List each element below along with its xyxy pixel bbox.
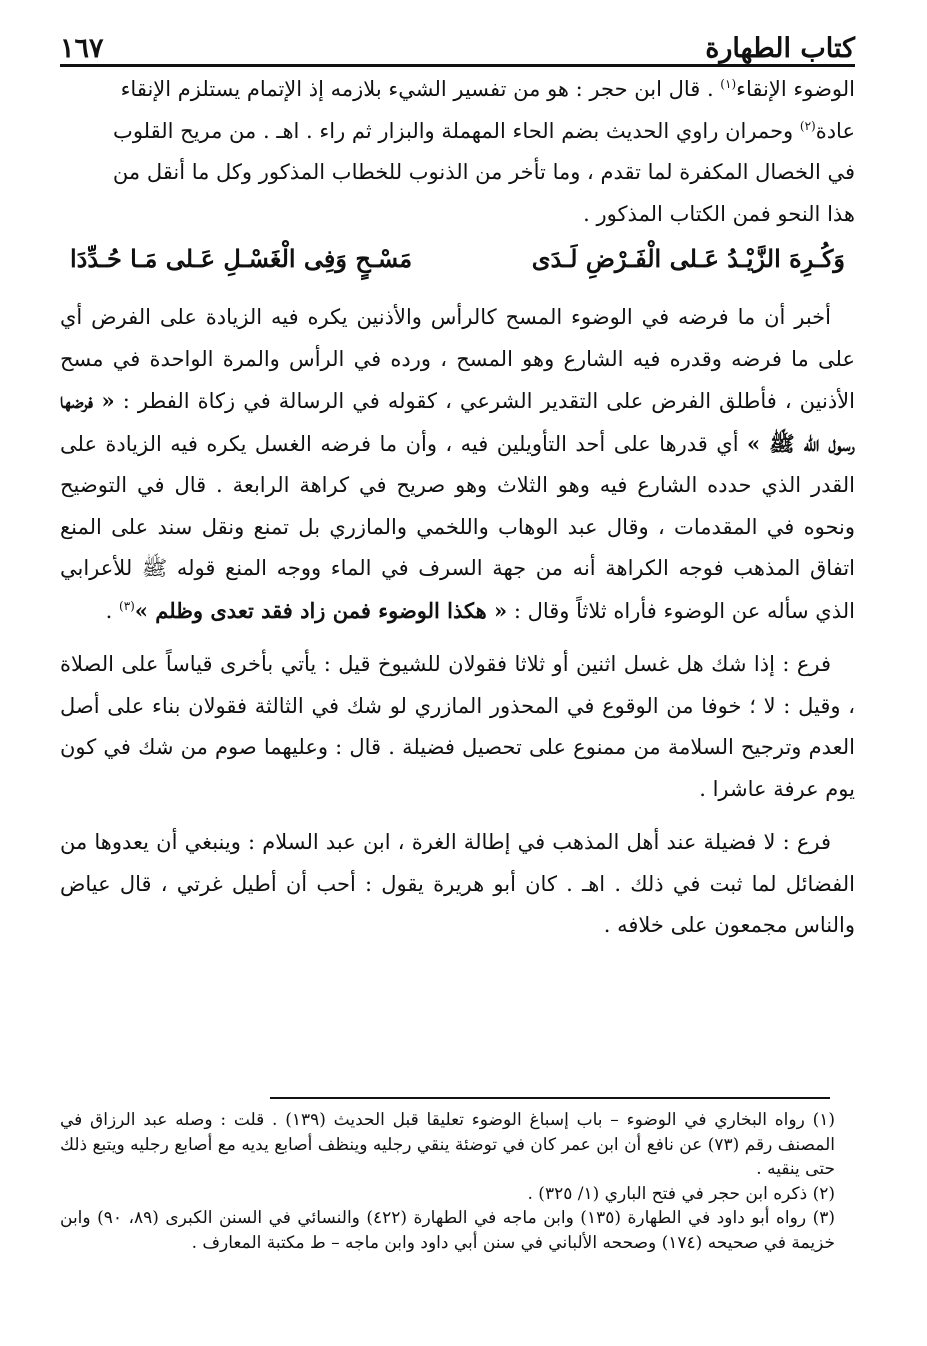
commentary-paragraph bbox=[60, 297, 855, 632]
page-number: ١٦٧ bbox=[60, 33, 104, 64]
branch-paragraph: فرع : لا فضيلة عند أهل المذهب في إطالة الغرة ، ابن عبد السلام : وينبغي أن يعدوها من الفضائل لما ثبت في ذلك . اهـ . كان أبو هريرة يقول : أحب أن أطيل غرتي ، قال عياض والناس مجمعون على خلافه . bbox=[60, 830, 855, 937]
footnote-item bbox=[60, 1108, 835, 1182]
running-title: كتاب الطهارة bbox=[705, 33, 855, 64]
footnote-text: رواه أبو داود في الطهارة (١٣٥) وابن ماجه في الطهارة (٤٢٢) والنسائي في السنن الكبرى (٨٩، ٩٠) وابن خزيمة في صحيحه (١٧٤) وصححه الألباني في سنن أبي داود وابن ماجه – ط مكتبة المعارف . bbox=[60, 1208, 835, 1253]
footnote-number: (١) bbox=[812, 1110, 835, 1130]
intro-line bbox=[60, 152, 855, 194]
verse-first-hemistich: وَكُـرِهَ الزَّيْـدُ عَـلى الْفَـرْضِ لَـدَى bbox=[531, 244, 845, 273]
intro-text: هذا النحو فمن الكتاب المذكور . bbox=[583, 201, 855, 226]
verse-second-hemistich: مَسْـحٍ وَفِى الْغَسْـلِ عَـلى مَـا حُـدِّدَا bbox=[70, 244, 413, 273]
intro-text: الوضوء الإنقاء bbox=[736, 77, 855, 101]
footnote-number: (٣) bbox=[812, 1208, 835, 1228]
intro-line bbox=[60, 111, 855, 153]
footnote-item bbox=[60, 1206, 835, 1255]
commentary-block bbox=[60, 297, 855, 947]
commentary-text: أخبر أن ما فرضه في الوضوء المسح كالرأس والأذنين يكره فيه الزيادة على الفرض أي على ما فرضه وقدره فيه الشارع وهو المسح ، ورده في الرأس والمرة الواحدة في مسح الأذنين ، فأطلق الفرض على التقدير الشرعي ، كقوله في الرسالة في زكاة الفطر : bbox=[60, 305, 855, 413]
book-page bbox=[60, 18, 855, 947]
footnote-text: رواه البخاري في الوضوء – باب إسباغ الوضوء تعليقا قبل الحديث (١٣٩) . قلت : وصله عبد الرزاق في المصنف رقم (٧٣) عن نافع أن ابن عمر كان في توضئة ينقي رجليه وينظف أصابع يديه مع أصابع رجليه ويتبع ذلك حتى ينقيه . bbox=[60, 1110, 835, 1179]
intro-line bbox=[60, 194, 855, 236]
footnote-item bbox=[60, 1182, 835, 1207]
footnote-divider bbox=[270, 1097, 830, 1099]
commentary-text: . bbox=[105, 598, 119, 623]
intro-block bbox=[60, 69, 855, 235]
verse-line bbox=[60, 239, 855, 279]
footnote-ref: (١) bbox=[720, 77, 737, 91]
footnote-ref: (٢) bbox=[799, 118, 816, 133]
footnotes bbox=[60, 1108, 835, 1255]
intro-text: في الخصال المكفرة لما تقدم ، وما تأخر من الذنوب للخطاب المذكور وكل ما أنقل من bbox=[112, 160, 855, 184]
hadith-quote: « هكذا الوضوء فمن زاد فقد تعدى وظلم » bbox=[134, 597, 508, 623]
footnote-ref: (٣) bbox=[119, 598, 135, 613]
intro-line bbox=[60, 69, 855, 111]
footnote-number: (٢) bbox=[812, 1183, 835, 1204]
intro-text: عادة bbox=[815, 118, 855, 143]
page-header bbox=[60, 18, 855, 67]
commentary-text: أي قدرها على أحد التأويلين فيه ، وأن ما فرضه الغسل يكره فيه الزيادة على القدر الذي حدده الشارع فيه وهو الثلاث وهو صريح في كراهة الرابعة . قال في التوضيح ونحوه في المقدمات ، وقال عبد الوهاب واللخمي والمازري بل تمنع ونقل سند على المنع اتفاق المذهب فوجه الكراهة أنه من جهة السرف في الماء ووجه المنع قوله ﷺ للأعرابي الذي سأله عن الوضوء فأراه ثلاثاً وقال : bbox=[60, 431, 855, 623]
branch-paragraph: فرع : إذا شك هل غسل اثنين أو ثلاثا فقولان للشيوخ قيل : يأتي بأخرى قياساً على الصلاة ، وقيل : لا ؛ خوفا من الوقوع في المحذور المازري لو شك في الثالثة فقولان بناء على أصل العدم وترجيح السلامة من ممنوع على تحصيل فضيلة . قال : وعليهما صوم من شك في كون يوم عرفة عاشرا . bbox=[60, 652, 855, 801]
intro-text: وحمران راوي الحديث بضم الحاء المهملة والبزار ثم راء . اهـ . من مريح القلوب bbox=[113, 118, 800, 143]
quoted-text: « فرضها رسول الله ﷺ » bbox=[60, 388, 855, 456]
intro-text: . قال ابن حجر : هو من تفسير الشيء بلازمه إذ الإتمام يستلزم الإنقاء bbox=[120, 77, 721, 101]
footnote-text: ذكره ابن حجر في فتح الباري (١/ ٣٢٥) . bbox=[527, 1183, 808, 1204]
